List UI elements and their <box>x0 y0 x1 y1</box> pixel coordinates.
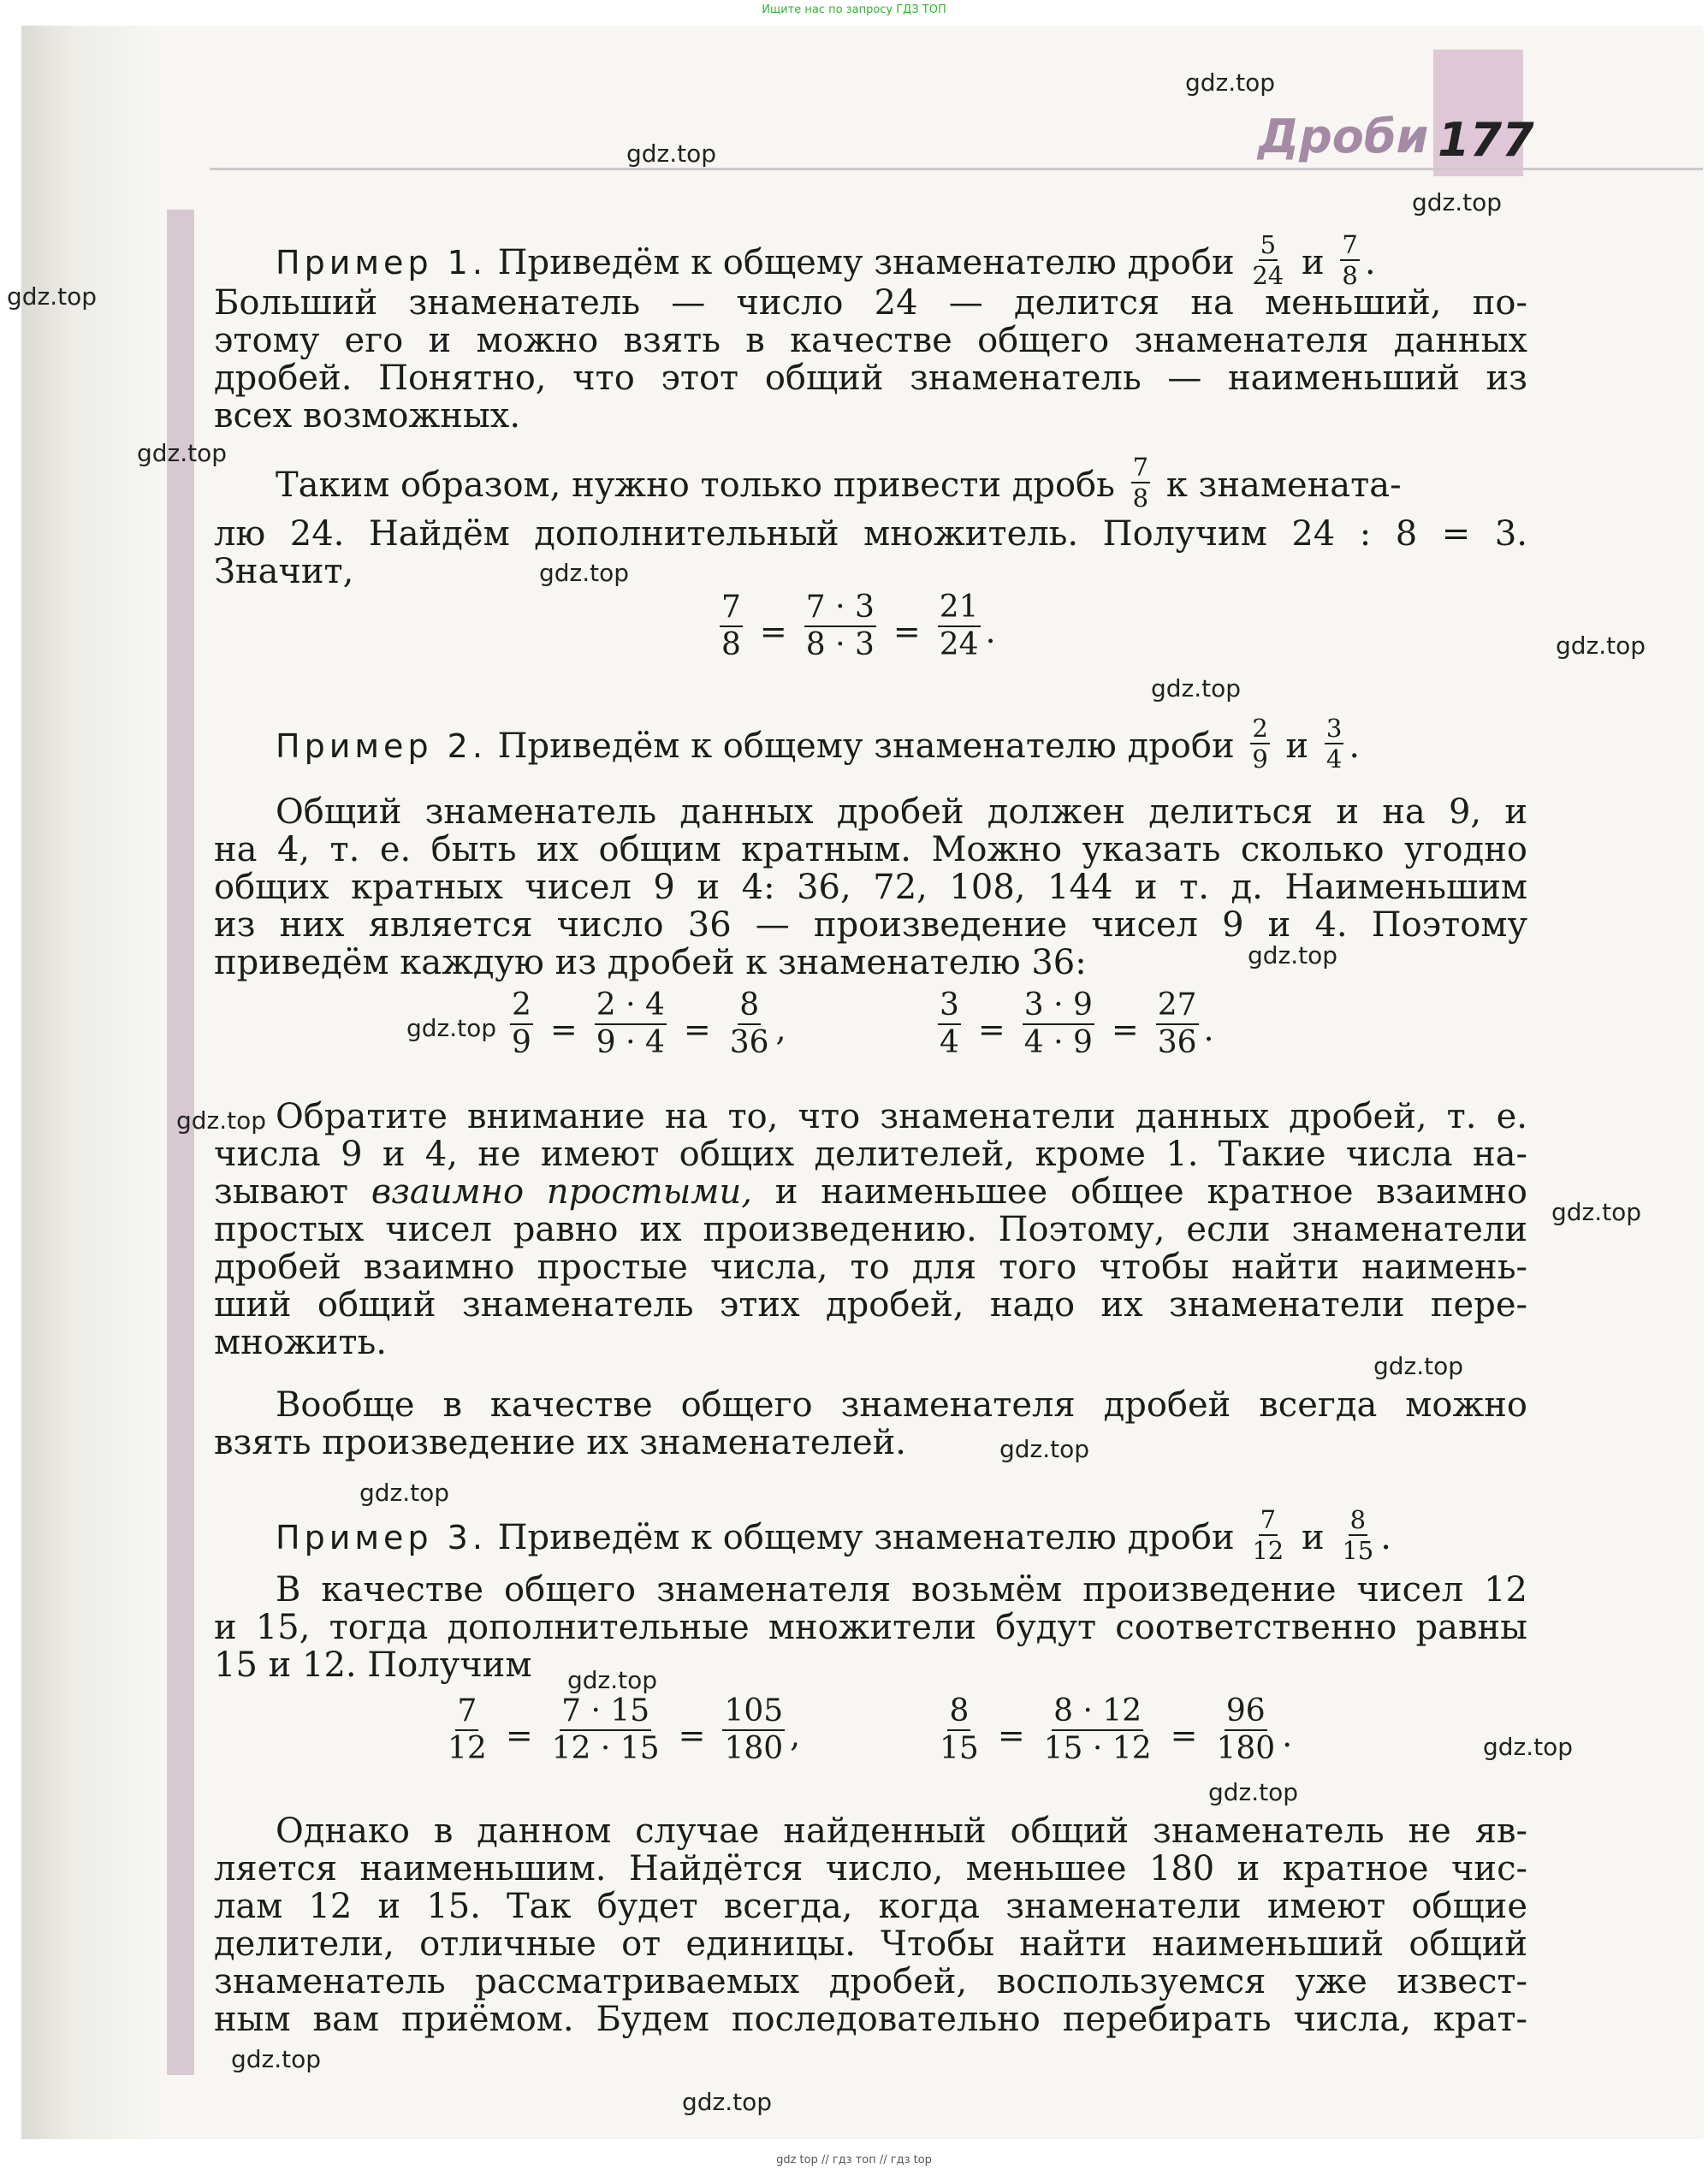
paragraph-line: Таким образом, нужно только привести дробь $\frac{7}{8}$ к знамената- <box>276 453 1402 513</box>
formula-example3-second: $\frac{8}{15}$ = $\frac{8 \cdot 12}{15 \cdot 12}$ = $\frac{96}{180}$ . <box>940 1693 1293 1766</box>
watermark-label: gdz.top <box>1373 1352 1464 1380</box>
paragraph-line: числа 9 и 4, не имеют общих делителей, кроме 1. Такие числа на- <box>214 1135 1527 1174</box>
fraction: $\frac{8}{36}$ <box>729 987 769 1060</box>
fraction: $\frac{105}{180}$ <box>724 1693 784 1766</box>
fraction: $\frac{7}{8}$ <box>1132 453 1149 513</box>
paragraph-line: общих кратных чисел 9 и 4: 36, 72, 108, 144 и т. д. Наименьшим <box>214 868 1527 907</box>
watermark-label: gdz.top <box>1483 1733 1574 1761</box>
watermark-label: gdz.top <box>682 2088 773 2116</box>
paragraph-line: Однако в данном случае найденный общий знаменатель не яв- <box>276 1811 1527 1851</box>
watermark-label: gdz.top <box>1185 68 1276 97</box>
page-binding-shadow <box>21 26 158 2139</box>
fraction: $\frac{7}{8}$ <box>1342 230 1358 290</box>
paragraph-line: дробей. Понятно, что этот общий знаменатель — наименьший из <box>214 359 1527 398</box>
fraction: $\frac{2}{9}$ <box>512 987 531 1060</box>
fraction: $\frac{7}{12}$ <box>1252 1505 1284 1565</box>
paragraph-line: всех возможных. <box>214 396 521 436</box>
header-rule <box>210 168 1703 170</box>
watermark-top: Ищите нас по запросу ГДЗ ТОП <box>762 3 946 16</box>
example1-heading: Пример 1. Приведём к общему знаменателю дроби $\frac{5}{24}$ и $\frac{7}{8}$ . <box>276 230 1376 290</box>
paragraph-line: 15 и 12. Получим <box>214 1645 532 1685</box>
watermark-label: gdz.top <box>176 1106 267 1135</box>
watermark-label: gdz.top <box>539 559 630 587</box>
term-coprime: взаимно простыми, <box>371 1172 752 1212</box>
formula-example2-first: $\frac{2}{9}$ = $\frac{2 \cdot 4}{9 \cdot 4}$ = $\frac{8}{36}$ , <box>512 987 786 1060</box>
paragraph-line: Общий знаменатель данных дробей должен делиться и на 9, и <box>276 792 1527 832</box>
watermark-label: gdz.top <box>231 2045 322 2073</box>
watermark-label: gdz.top <box>567 1666 658 1694</box>
paragraph-line: ным вам приёмом. Будем последовательно перебирать числа, крат- <box>214 2000 1527 2039</box>
chapter-title: Дроби <box>1258 110 1429 163</box>
watermark-label: gdz.top <box>137 439 228 467</box>
paragraph-line: простых чисел равно их произведению. Поэтому, если знаменатели <box>214 1210 1527 1249</box>
formula-example3-first: $\frac{7}{12}$ = $\frac{7 \cdot 15}{12 \cdot 15}$ = $\frac{105}{180}$ , <box>448 1693 801 1766</box>
paragraph-line: дробей взаимно простые числа, то для того чтобы найти наимень- <box>214 1248 1527 1287</box>
paragraph-line: на 4, т. е. быть их общим кратным. Можно указать сколько угодно <box>214 830 1527 869</box>
paragraph-line: Обратите внимание на то, что знаменатели данных дробей, т. е. <box>276 1097 1527 1136</box>
fraction: $\frac{96}{180}$ <box>1216 1693 1276 1766</box>
fraction: $\frac{8 \cdot 12}{15 \cdot 12}$ <box>1043 1693 1152 1766</box>
paragraph-line: Значит, <box>214 552 354 591</box>
paragraph-line: делители, отличные от единицы. Чтобы найти наименьший общий <box>214 1924 1527 1964</box>
watermark-label: gdz.top <box>1208 1778 1299 1806</box>
paragraph-line: лю 24. Найдём дополнительный множитель. Получим 24 : 8 = 3. <box>214 514 1527 554</box>
fraction: $\frac{21}{24}$ <box>939 590 979 662</box>
paragraph-line: и 15, тогда дополнительные множители будут соответственно равны <box>214 1608 1527 1647</box>
fraction: $\frac{2 \cdot 4}{9 \cdot 4}$ <box>596 987 665 1060</box>
margin-bar <box>167 210 194 2075</box>
fraction: $\frac{3 \cdot 9}{4 \cdot 9}$ <box>1023 987 1093 1060</box>
paragraph-line: приведём каждую из дробей к знаменателю 36: <box>214 943 1087 982</box>
paragraph-line: Вообще в качестве общего знаменателя дробей всегда можно <box>276 1385 1527 1425</box>
fraction: $\frac{3}{4}$ <box>940 987 959 1060</box>
paragraph-line: лам 12 и 15. Так будет всегда, когда знаменатели имеют общие <box>214 1887 1527 1926</box>
fraction: $\frac{5}{24}$ <box>1252 230 1284 290</box>
fraction: $\frac{7}{12}$ <box>448 1693 487 1766</box>
paragraph-line: этому его и можно взять в качестве общего знаменателя данных <box>214 321 1527 360</box>
paragraph-line: из них является число 36 — произведение чисел 9 и 4. Поэтому <box>214 905 1527 945</box>
paragraph-line: знаменатель рассматриваемых дробей, воспользуемся уже извест- <box>214 1962 1527 2001</box>
watermark-label: gdz.top <box>1556 631 1646 660</box>
watermark-label: gdz.top <box>1412 188 1503 216</box>
watermark-label: gdz.top <box>359 1479 450 1507</box>
paragraph-line: Больший знаменатель — число 24 — делится на меньший, по- <box>214 283 1527 323</box>
example2-heading: Пример 2. Приведём к общему знаменателю дроби $\frac{2}{9}$ и $\frac{3}{4}$ . <box>276 714 1361 774</box>
paragraph-line: зывают взаимно простыми, и наименьшее общее кратное взаимно <box>214 1172 1528 1212</box>
fraction: $\frac{7}{8}$ <box>721 590 741 662</box>
fraction: $\frac{8}{15}$ <box>940 1693 979 1766</box>
paragraph-line: множить. <box>214 1323 387 1362</box>
watermark-label: gdz.top <box>626 139 717 168</box>
watermark-bottom: gdz top // гдз топ // гдз top <box>776 2154 932 2167</box>
paragraph-line: ший общий знаменатель этих дробей, надо их знаменатели пере- <box>214 1285 1527 1325</box>
fraction: $\frac{3}{4}$ <box>1325 714 1343 774</box>
fraction: $\frac{27}{36}$ <box>1157 987 1197 1060</box>
formula-example2-second: $\frac{3}{4}$ = $\frac{3 \cdot 9}{4 \cdot 9}$ = $\frac{27}{36}$ . <box>940 987 1214 1060</box>
watermark-label: gdz.top <box>999 1435 1090 1463</box>
paragraph-line: ляется наименьшим. Найдётся число, меньшее 180 и кратное чис- <box>214 1849 1527 1888</box>
formula-example1: $\frac{7}{8}$ = $\frac{7 \cdot 3}{8 \cdot 3}$ = $\frac{21}{24}$ . <box>721 590 996 662</box>
paragraph-line: взять произведение их знаменателей. <box>214 1423 907 1462</box>
example3-heading: Пример 3. Приведём к общему знаменателю дроби $\frac{7}{12}$ и $\frac{8}{15}$ . <box>276 1505 1391 1565</box>
fraction: $\frac{7 \cdot 3}{8 \cdot 3}$ <box>805 590 875 662</box>
watermark-label: gdz.top <box>1551 1198 1642 1226</box>
watermark-label: gdz.top <box>1151 674 1242 703</box>
fraction: $\frac{7 \cdot 15}{12 \cdot 15}$ <box>551 1693 660 1766</box>
page-number: 177 <box>1438 113 1534 167</box>
watermark-label: gdz.top <box>406 1014 497 1042</box>
paragraph-line: В качестве общего знаменателя возьмём произведение чисел 12 <box>276 1570 1527 1610</box>
fraction: $\frac{8}{15}$ <box>1342 1505 1374 1565</box>
watermark-label: gdz.top <box>1248 941 1338 969</box>
watermark-label: gdz.top <box>7 282 98 311</box>
fraction: $\frac{2}{9}$ <box>1252 714 1268 774</box>
